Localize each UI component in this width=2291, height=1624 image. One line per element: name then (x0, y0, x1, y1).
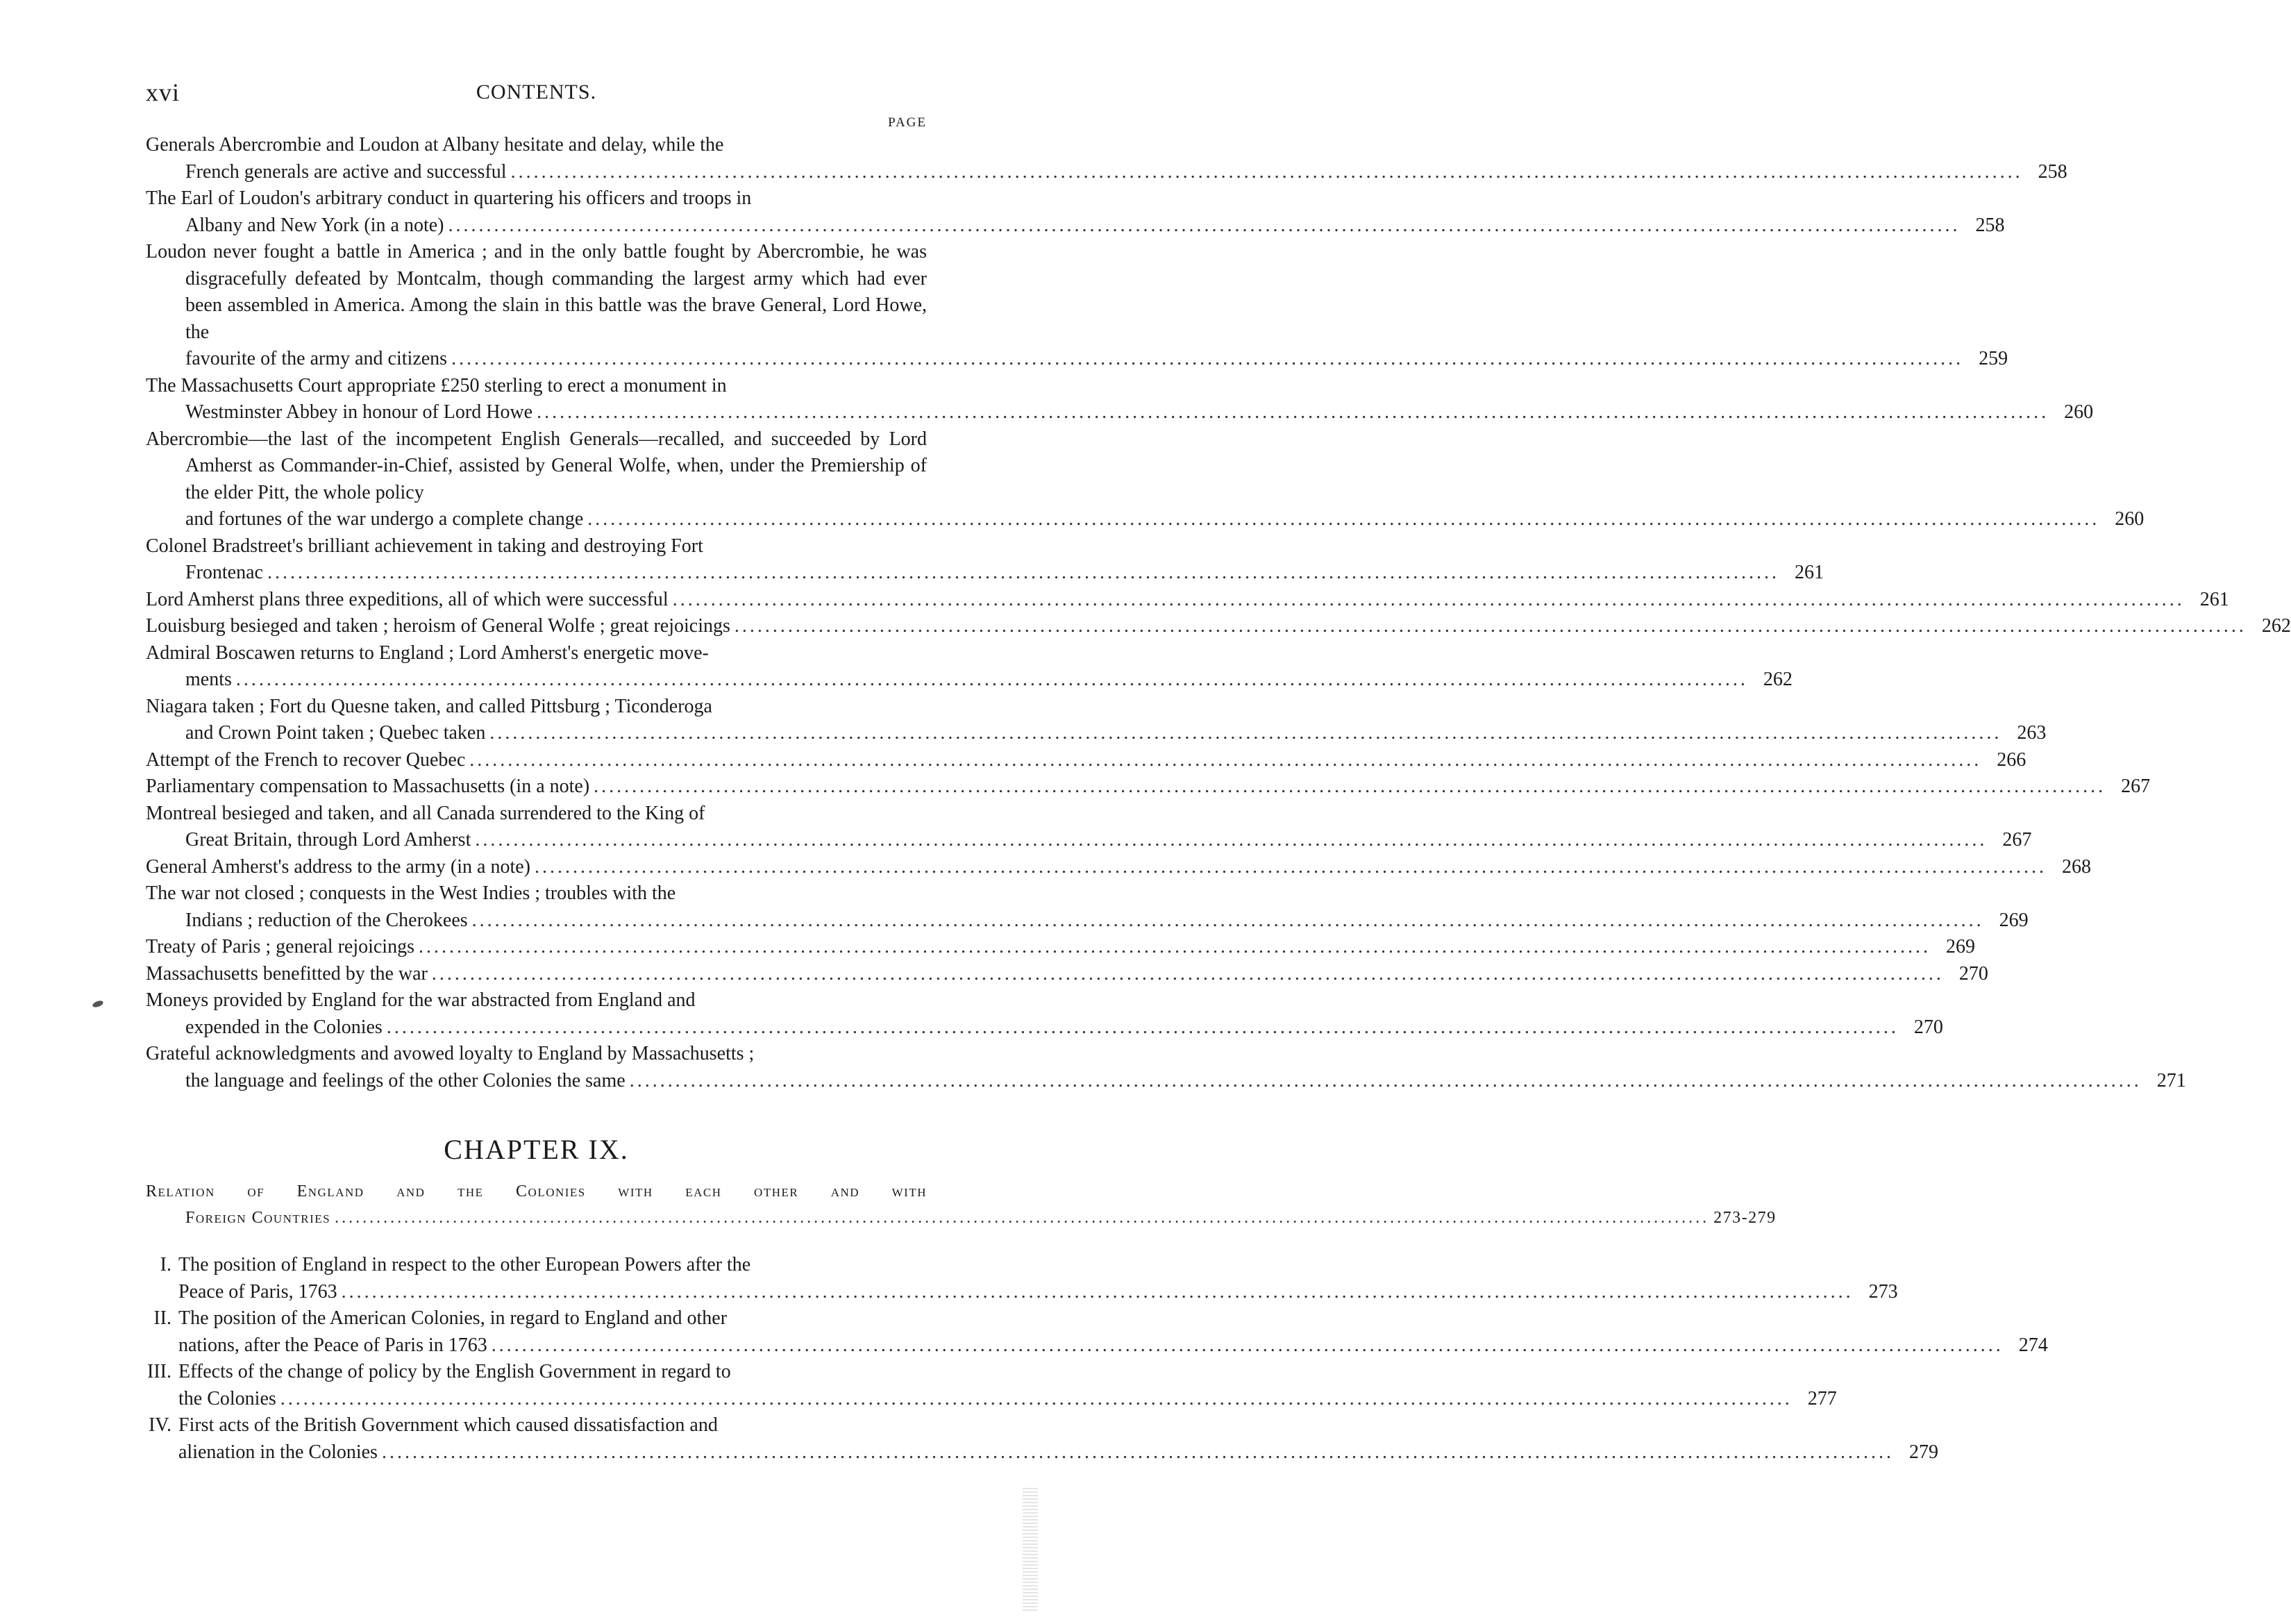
leader-dots (451, 346, 1963, 373)
section-last-line (178, 1332, 2048, 1359)
toc-entry-last-line (146, 720, 2047, 747)
toc-entry-last-line (146, 506, 2145, 533)
leader-dots (489, 720, 2002, 747)
leader-dots (630, 1068, 2142, 1095)
chapter-section (146, 1252, 1898, 1305)
contents-entries (146, 132, 2291, 1094)
leader-dots (236, 667, 1748, 694)
toc-entry (146, 426, 2145, 533)
chapter-description-line-1: Relation of England and the Colonies with each other and with (146, 1182, 927, 1200)
toc-entry (146, 132, 2067, 185)
section-number: II. (153, 1307, 171, 1329)
toc-page-number: 258 (2038, 160, 2067, 183)
toc-entry-final-text: French generals are active and successful (185, 160, 507, 183)
toc-entry-text: The Earl of Loudon's arbitrary conduct in quartering his officers and troops in (146, 187, 752, 209)
toc-entry-final-text: Albany and New York (in a note) (185, 214, 444, 236)
leader-dots (735, 613, 2247, 640)
section-text: The position of the American Colonies, in regard to England and other (178, 1307, 728, 1329)
chapter-section (146, 1359, 1837, 1412)
scan-edge-mark (1023, 1486, 1038, 1611)
leader-dots (537, 399, 2049, 426)
toc-page-number: 270 (1958, 962, 1988, 985)
page-header (146, 78, 927, 112)
toc-entry-text: Montreal besieged and taken, and all Canada surrendered to the King of (146, 802, 705, 824)
toc-entry-last-line (146, 1068, 2186, 1095)
leader-dots (280, 1386, 1793, 1413)
toc-entry-final-text: Indians ; reduction of the Cherokees (185, 909, 468, 931)
toc-entry-final-text: Attempt of the French to recover Quebec (146, 748, 466, 771)
toc-entry-final-text: the language and feelings of the other Colonies the same (185, 1069, 626, 1091)
chapter-section (146, 1412, 1938, 1466)
toc-entry-text: Admiral Boscawen returns to England ; Lord Amherst's energetic move- (146, 642, 709, 664)
toc-page-number: 261 (2199, 588, 2229, 610)
section-page-number: 279 (1908, 1441, 1938, 1463)
section-body (178, 1412, 1938, 1466)
toc-entry (146, 854, 2091, 881)
toc-entry-last-line (146, 667, 1793, 694)
toc-entry-last-line (146, 1014, 1943, 1041)
section-last-line (178, 1386, 1837, 1413)
section-text: The position of England in respect to the other European Powers after the (178, 1254, 751, 1275)
section-page-number: 273 (1868, 1280, 1898, 1303)
toc-entry-final-text: Louisburg besieged and taken ; heroism of General Wolfe ; great rejoicings (146, 615, 730, 637)
toc-entry-final-text: Lord Amherst plans three expeditions, all of which were successful (146, 588, 669, 610)
section-body (178, 1252, 1898, 1305)
toc-entry-last-line (146, 907, 2029, 935)
toc-entry-last-line (146, 587, 2229, 614)
leader-dots (382, 1439, 1894, 1466)
leader-dots (492, 1332, 2004, 1359)
leader-dots (673, 587, 2185, 614)
toc-page-number: 267 (2002, 829, 2032, 851)
section-final-text: alienation in the Colonies (178, 1441, 378, 1463)
leader-dots (511, 159, 2023, 186)
toc-entry-last-line (146, 212, 2005, 240)
leader-dots (387, 1014, 1899, 1041)
toc-entry-final-text: and Crown Point taken ; Quebec taken (185, 722, 486, 744)
page-folio: xvi (146, 78, 181, 106)
section-final-text: nations, after the Peace of Paris in 1763 (178, 1334, 487, 1356)
toc-entry (146, 880, 2029, 934)
toc-entry-text: Loudon never fought a battle in America ; and in the only battle fought by Abercrombie, he was disgracefully defeated by Montcalm, though commanding the largest army which had ever been assembled in America. Among the slain in this battle was the brave General, Lord Howe, the (146, 241, 927, 343)
toc-entry (146, 1041, 2186, 1094)
toc-entry-final-text: General Amherst's address to the army (in a note) (146, 855, 530, 878)
toc-entry-final-text: Massachusetts benefitted by the war (146, 962, 428, 985)
leader-dots (469, 747, 1981, 774)
toc-page-number: 261 (1794, 562, 1824, 583)
section-text: Effects of the change of policy by the English Government in regard to (178, 1361, 731, 1382)
toc-entry (146, 934, 1975, 961)
toc-entry-last-line (146, 934, 1975, 961)
section-text: First acts of the British Government which caused dissatisfaction and (178, 1414, 718, 1436)
toc-page-number: 260 (2115, 508, 2145, 530)
section-number: IV. (149, 1414, 171, 1436)
toc-entry (146, 640, 1793, 694)
toc-entry (146, 773, 2151, 801)
leader-dots (432, 961, 1944, 988)
toc-page-number: 263 (2017, 722, 2047, 744)
toc-entry-final-text: favourite of the army and citizens (185, 348, 448, 369)
toc-entry-text: Abercrombie—the last of the incompetent English Generals—recalled, and succeeded by Lord Amherst as Commander-in-Chief, assisted by General Wolfe, when, under the Premiership of the elder Pitt, the whole policy (146, 428, 927, 503)
leader-dots (335, 1205, 1709, 1231)
toc-page-number: 266 (1997, 748, 2026, 771)
toc-entry-last-line (146, 854, 2091, 881)
section-page-number: 274 (2018, 1334, 2048, 1356)
toc-entry-final-text: and fortunes of the war undergo a complete change (185, 508, 584, 530)
toc-entry (146, 801, 2032, 854)
toc-entry (146, 961, 1988, 988)
toc-page-number: 259 (1979, 348, 2008, 369)
toc-entry-final-text: Great Britain, through Lord Amherst (185, 829, 471, 851)
chapter-section (146, 1305, 2048, 1359)
toc-entry (146, 239, 2008, 373)
toc-page-number: 269 (1945, 936, 1975, 957)
toc-entry-text: The war not closed ; conquests in the West Indies ; troubles with the (146, 882, 676, 904)
toc-entry (146, 987, 1943, 1041)
toc-page-number: 268 (2061, 855, 2091, 878)
running-title: CONTENTS. (476, 81, 597, 103)
toc-entry-text: The Massachusetts Court appropriate £250 sterling to erect a monument in (146, 374, 727, 396)
toc-entry (146, 185, 2005, 239)
section-number: I. (160, 1254, 171, 1275)
toc-page-number: 262 (2261, 615, 2291, 637)
leader-dots (342, 1279, 1854, 1306)
toc-page-number: 267 (2121, 776, 2151, 797)
toc-entry (146, 533, 1824, 587)
toc-page-number: 269 (1999, 909, 2029, 931)
chapter-description-line-2 (146, 1205, 1777, 1231)
leader-dots (535, 854, 2047, 881)
toc-entry-last-line (146, 961, 1988, 988)
section-body (178, 1359, 1837, 1412)
toc-entry-text: Generals Abercrombie and Loudon at Albany hesitate and delay, while the (146, 134, 724, 156)
toc-entry-text: Moneys provided by England for the war abstracted from England and (146, 989, 696, 1011)
toc-page-number: 270 (1913, 1016, 1943, 1038)
section-final-text: the Colonies (178, 1387, 276, 1409)
toc-page-number: 271 (2156, 1069, 2186, 1091)
toc-entry-last-line (146, 159, 2067, 186)
leader-dots (472, 907, 1984, 935)
toc-entry-last-line (146, 560, 1824, 587)
page-column-label: PAGE (888, 115, 927, 130)
toc-entry-text: Grateful acknowledgments and avowed loyalty to England by Massachusetts ; (146, 1043, 755, 1064)
toc-entry (146, 747, 2026, 774)
toc-entry-last-line (146, 399, 2094, 426)
section-number: III. (147, 1361, 171, 1382)
leader-dots (267, 560, 1779, 587)
section-page-number: 277 (1807, 1387, 1837, 1409)
toc-page-number: 262 (1763, 669, 1793, 690)
leader-dots (475, 827, 1987, 854)
section-last-line (178, 1439, 1938, 1466)
toc-entry-final-text: Parliamentary compensation to Massachusetts (in a note) (146, 776, 590, 797)
toc-entry-final-text: Frontenac (185, 562, 263, 583)
toc-entry-last-line (146, 747, 2026, 774)
chapter-sections (146, 1252, 2048, 1466)
toc-entry (146, 613, 2291, 640)
toc-entry (146, 694, 2047, 747)
chapter-description-text: Foreign Countries (185, 1209, 331, 1227)
toc-entry-last-line (146, 827, 2032, 854)
toc-entry (146, 587, 2229, 614)
ink-speck (92, 1000, 104, 1009)
toc-entry-final-text: Treaty of Paris ; general rejoicings (146, 936, 414, 957)
section-last-line (178, 1279, 1898, 1306)
toc-entry (146, 373, 2094, 426)
toc-entry-text: Niagara taken ; Fort du Quesne taken, and called Pittsburg ; Ticonderoga (146, 695, 712, 717)
section-body (178, 1305, 2048, 1359)
leader-dots (448, 212, 1961, 240)
leader-dots (594, 773, 2106, 801)
toc-page-number: 260 (2064, 401, 2094, 423)
chapter-page-range: 273-279 (1713, 1209, 1777, 1227)
toc-page-number: 258 (1975, 214, 2005, 236)
toc-entry-final-text: expended in the Colonies (185, 1016, 383, 1038)
toc-entry-last-line (146, 346, 2008, 373)
toc-entry-last-line (146, 773, 2151, 801)
toc-entry-final-text: ments (185, 669, 232, 690)
leader-dots (419, 934, 1931, 961)
toc-entry-last-line (146, 613, 2291, 640)
toc-entry-final-text: Westminster Abbey in honour of Lord Howe (185, 401, 533, 423)
chapter-description (146, 1178, 1777, 1231)
chapter-heading: CHAPTER IX. (444, 1134, 629, 1165)
toc-entry-text: Colonel Bradstreet's brilliant achievement in taking and destroying Fort (146, 535, 703, 557)
contents-page (146, 78, 2291, 1466)
leader-dots (587, 506, 2099, 533)
section-final-text: Peace of Paris, 1763 (178, 1280, 337, 1303)
